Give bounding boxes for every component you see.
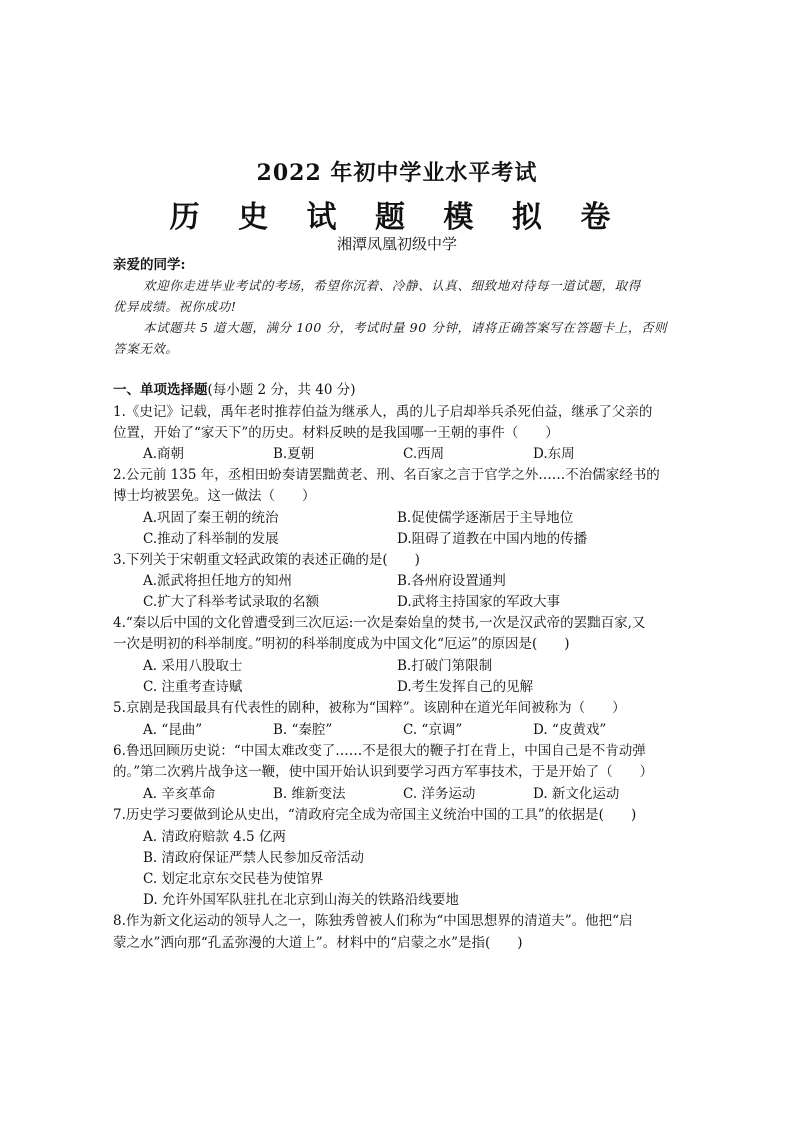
option-d: D. 新文化运动 — [533, 786, 620, 802]
question-4-option-a: A. 采用八股取士 — [143, 658, 243, 674]
question-3-option-c: C.扩大了科举考试录取的名额 — [143, 594, 320, 610]
exam-subtitle: 历 史 试 题 模 拟 卷 — [169, 200, 625, 235]
question-4-option-c: C. 注重考查诗赋 — [143, 679, 243, 695]
greeting-paragraph-2-line-2: 答案无效。 — [113, 341, 179, 356]
school-name: 湘潭凤凰初级中学 — [336, 235, 457, 253]
question-2-line-1: 2.公元前 135 年，丞相田蚡奏请罢黜黄老、刑、名百家之言于官学之外……不治儒家经书的 — [113, 467, 660, 483]
question-8-line-2: 蒙之水”洒向那“孔孟弥漫的大道上”。材料中的“启蒙之水”是指( ) — [113, 935, 523, 951]
question-3-line-1: 3.下列关于宋朝重文轻武政策的表述正确的是( ) — [113, 552, 420, 568]
question-7-line-1: 7.历史学习要做到论从史出，“清政府完全成为帝国主义统治中国的工具”的依据是( ) — [113, 807, 637, 823]
question-5-options — [143, 720, 606, 740]
option-c: C. 洋务运动 — [403, 786, 476, 802]
question-4-option-d: D.考生发挥自己的见解 — [397, 679, 534, 695]
question-4-line-2: 一次是明初的科举制度。”明初的科举制度成为中国文化“厄运”的原因是( ) — [113, 636, 570, 652]
option-a: A.商朝 — [143, 446, 185, 462]
option-a: A. 辛亥革命 — [143, 786, 216, 802]
question-8-line-1: 8.作为新文化运动的领导人之一，陈独秀曾被人们称为“中国思想界的清道夫”。他把“启 — [113, 913, 633, 929]
exam-title: 2022 年初中学业水平考试 — [256, 160, 538, 186]
option-d: D. “皮黄戏” — [533, 722, 607, 738]
option-b: B.夏朝 — [273, 446, 315, 462]
option-b: B. 维新变法 — [273, 786, 346, 802]
option-c: C.西周 — [403, 446, 445, 462]
question-2-line-2: 博士均被罢免。这一做法（ ） — [113, 488, 316, 504]
question-3-option-d: D.武将主持国家的军政大事 — [397, 594, 561, 610]
question-7-option-a: A. 清政府赔款 4.5 亿两 — [143, 829, 286, 845]
section-note: (每小题 2 分，共 40 分) — [207, 382, 356, 398]
question-2-option-c: C.推动了科举制的发展 — [143, 531, 279, 547]
section-title: 一、单项选择题 — [113, 382, 208, 398]
question-4-line-1: 4.“秦以后中国的文化曾遭受到三次厄运:一次是秦始皇的焚书,一次是汉武帝的罢黜百家,又 — [113, 615, 646, 631]
question-1-line-2: 位置，开始了“家天下”的历史。材料反映的是我国哪一王朝的事件（ ） — [113, 425, 559, 441]
question-7-option-d: D. 允许外国军队驻扎在北京到山海关的铁路沿线要地 — [143, 892, 459, 908]
option-b: B. “秦腔” — [273, 722, 333, 738]
question-6-line-2: 的。”第二次鸦片战争这一鞭，使中国开始认识到要学习西方军事技术，于是开始了（ ） — [113, 764, 654, 780]
question-6-options — [143, 784, 619, 804]
question-5-line-1: 5.京剧是我国最具有代表性的剧种，被称为“国粹”。该剧种在道光年间被称为（ ） — [113, 700, 626, 716]
question-4-option-b: B.打破门第限制 — [397, 658, 493, 674]
section-heading — [113, 380, 355, 400]
question-6-line-1: 6.鲁迅回顾历史说：“中国太难改变了……不是很大的鞭子打在背上，中国自己是不肯动弹 — [113, 743, 646, 759]
question-2-option-a: A.巩固了秦王朝的统治 — [143, 510, 279, 526]
question-2-option-b: B.促使儒学逐渐居于主导地位 — [397, 510, 574, 526]
question-7-option-b: B. 清政府保证严禁人民参加反帝活动 — [143, 850, 365, 866]
question-1-options — [143, 444, 575, 464]
option-a: A. “昆曲” — [143, 722, 203, 738]
greeting-label: 亲爱的同学: — [113, 257, 186, 273]
question-1-line-1: 1.《史记》记载，禹年老时推荐伯益为继承人，禹的儿子启却举兵杀死伯益，继承了父亲的 — [113, 404, 653, 420]
greeting-paragraph-1-line-2: 优异成绩。祝你成功! — [113, 299, 237, 314]
greeting-paragraph-1-line-1: 欢迎你走进毕业考试的考场，希望你沉着、冷静、认真、细致地对待每一道试题，取得 — [143, 278, 641, 293]
question-3-option-a: A.派武将担任地方的知州 — [143, 573, 293, 589]
question-2-option-d: D.阻碍了道教在中国内地的传播 — [397, 531, 588, 547]
greeting-paragraph-2-line-1: 本试题共 5 道大题，满分 100 分，考试时量 90 分钟，请将正确答案写在答题卡上，否则 — [143, 320, 668, 335]
option-d: D.东周 — [533, 446, 575, 462]
question-7-option-c: C. 划定北京东交民巷为使馆界 — [143, 871, 324, 887]
question-3-option-b: B.各州府设置通判 — [397, 573, 506, 589]
option-c: C. “京调” — [403, 722, 463, 738]
